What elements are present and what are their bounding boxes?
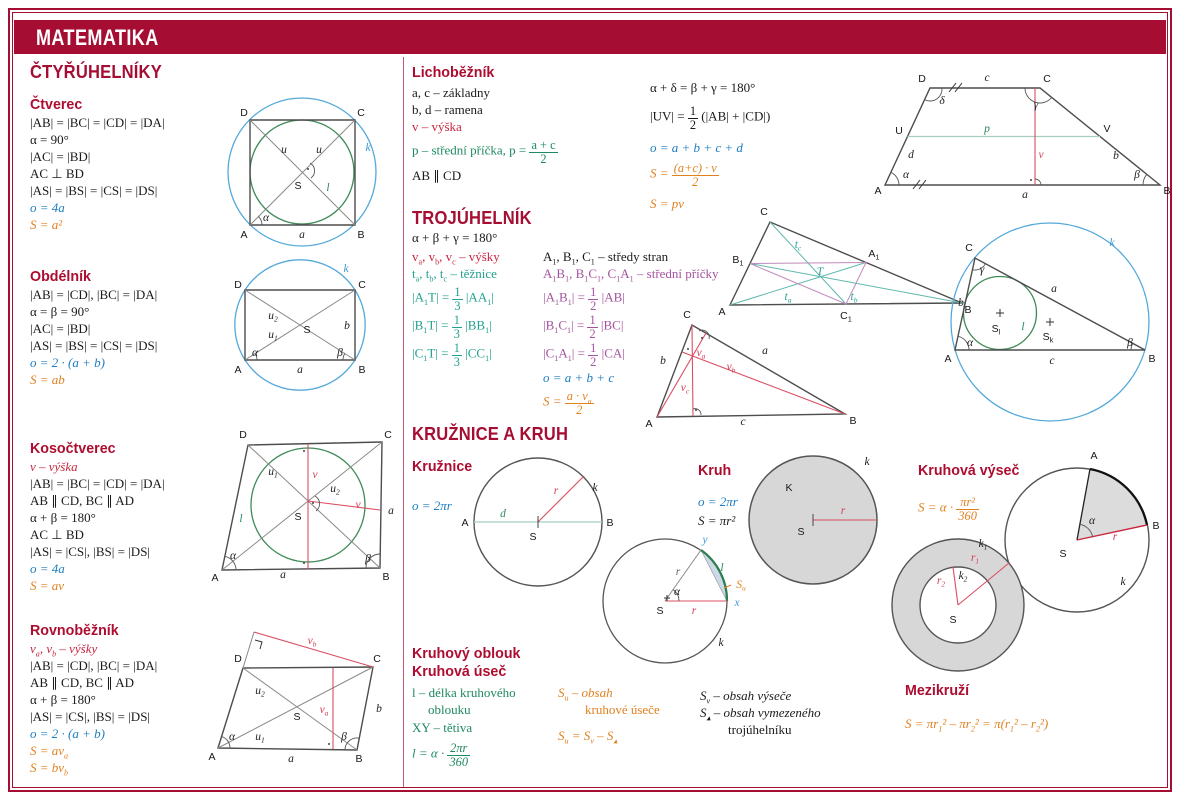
vertex-B: B	[358, 364, 366, 376]
label-alpha: α	[262, 212, 270, 224]
heading-ctverec: Čtverec	[30, 96, 83, 113]
troj-medians-def: $t_a$, $t_b$, $t_c$ – těžnice	[412, 266, 497, 284]
obdelnik-area: S = ab	[30, 372, 65, 387]
label-p: p	[984, 123, 990, 135]
label-U: U	[895, 125, 903, 137]
licho-perimeter: o = a + b + c + d	[650, 140, 743, 155]
label-a: a	[299, 229, 305, 241]
troj-heights-def: $v_a$, $v_b$, $v_c$ – výšky	[412, 249, 500, 267]
obdelnik-line-1: |AB| = |CD|, |BC| = |DA|	[30, 287, 158, 302]
label-a-bottom: a	[280, 569, 286, 581]
vertex-C: C	[683, 309, 691, 321]
diagram-ctverec	[220, 95, 380, 255]
label-b: b	[1113, 150, 1119, 162]
label-beta: β	[1134, 169, 1140, 181]
label-u2: $u_2$	[268, 310, 278, 324]
label-x: x	[734, 597, 740, 609]
vysec-note-3: trojúhelníku	[728, 722, 792, 737]
label-b: b	[376, 703, 382, 715]
vertex-A: A	[645, 418, 653, 430]
vertex-B: B	[357, 229, 365, 241]
label-u1: $u_1$	[268, 329, 278, 343]
label-k: k	[1109, 237, 1115, 249]
vertex-C: C	[357, 107, 365, 119]
vertex-A: A	[240, 229, 248, 241]
label-c: c	[740, 416, 746, 428]
mezikruzi-formula: $S = \pi r_1^2 - \pi r_2^2 = \pi(r_1^2 - r_2^2)$	[905, 716, 1049, 734]
rovnobeznik-height-def: $v_a$, $v_b$ – výšky	[30, 641, 98, 659]
label-k2: $k_2$	[958, 570, 968, 584]
label-r2: $r_2$	[936, 575, 946, 589]
label-a: a	[1022, 189, 1028, 201]
rovnobeznik-perimeter: o = 2 · (a + b)	[30, 726, 105, 741]
heading-kruhovy-oblouk: Kruhový oblouk	[412, 645, 521, 662]
vertex-D: D	[240, 107, 248, 119]
label-r-gray: r	[675, 566, 681, 578]
label-A1: $A_1$	[868, 248, 880, 262]
label-S: S	[294, 180, 302, 192]
diagram-usec	[593, 528, 753, 678]
label-r: r	[553, 485, 559, 497]
label-alpha: α	[1088, 515, 1096, 527]
vertex-A: A	[234, 364, 242, 376]
label-S: S	[797, 526, 805, 538]
label-k: k	[718, 637, 724, 649]
label-d: d	[500, 508, 506, 520]
label-r1: $r_1$	[970, 552, 980, 566]
label-ta: $t_a$	[784, 291, 792, 305]
licho-area-1: S = $\frac{(a+c) \cdot v}{2}$	[650, 161, 717, 189]
kruh-area: S = πr²	[698, 513, 736, 528]
troj-median-1: $|A_1T|$ = $\frac{1}{3}$ $|AA_1|$	[412, 285, 494, 313]
licho-median-def: p – střední příčka, p = $\frac{a + c}{2}$	[412, 138, 556, 166]
label-b: b	[344, 320, 350, 332]
label-B: B	[1152, 520, 1160, 532]
diagram-troj-heights	[643, 298, 863, 430]
vertex-A: A	[874, 185, 882, 197]
label-u2: u	[316, 144, 322, 156]
kosoctverec-line-4: AC ⊥ BD	[30, 527, 84, 542]
obdelnik-line-3: |AC| = |BD|	[30, 321, 91, 336]
label-l: l	[326, 182, 330, 194]
ctverec-line-5: |AS| = |BS| = |CS| = |DS|	[30, 183, 158, 198]
rovnobeznik-area-b: $S = bv_b$	[30, 760, 69, 778]
label-Su: $S_u$	[736, 579, 746, 593]
label-vb: $v_b$	[726, 361, 736, 375]
troj-perimeter: o = a + b + c	[543, 370, 615, 385]
label-alpha: α	[966, 337, 974, 349]
usec-shapes	[603, 539, 731, 663]
section-trojuhelnik: TROJÚHELNÍK	[412, 208, 532, 228]
kosoctverec-line-5: |AS| = |CS|, |BS| = |DS|	[30, 544, 151, 559]
vertex-B: B	[849, 415, 857, 427]
diagram-obdelnik	[225, 258, 400, 408]
label-beta: β	[1127, 337, 1133, 349]
rovnobeznik-line-2: AB ∥ CD, BC ∥ AD	[30, 675, 135, 690]
oblouk-length-formula: l = α · $\frac{2\pi r}{360}$	[412, 741, 468, 769]
label-a: a	[288, 753, 294, 765]
label-k: k	[365, 142, 371, 154]
label-k: k	[1120, 576, 1126, 588]
vysec-area: S = α · $\frac{\text{πr²}}{360}$	[918, 495, 977, 523]
vertex-A: A	[944, 353, 952, 365]
label-B1: $B_1$	[732, 254, 744, 268]
page-title: MATEMATIKA	[36, 25, 159, 50]
vertex-A: A	[208, 751, 216, 763]
troj-midlines-def: $A_1B_1$, $B_1C_1$, $C_1A_1$ – střední příčky	[543, 266, 719, 284]
kosoctverec-line-1: |AB| = |BC| = |CD| = |DA|	[30, 476, 165, 491]
label-v-vertical: v	[312, 469, 318, 481]
label-k: k	[343, 263, 349, 275]
vysec-note-1: $S_v$ – obsah výseče	[700, 688, 792, 706]
vertex-C: C	[965, 242, 973, 254]
rovnobeznik-line-1: |AB| = |CD|, |BC| = |DA|	[30, 658, 158, 673]
licho-line-2: b, d – ramena	[412, 102, 483, 117]
troj-midline-1: $|A_1B_1|$ = $\frac{1}{2}$ |AB|	[543, 285, 625, 313]
vertex-A: A	[718, 306, 726, 318]
rovnobeznik-line-4: |AS| = |CS|, |BS| = |DS|	[30, 709, 151, 724]
licho-line-1: a, c – základny	[412, 85, 490, 100]
troj-midline-2: $|B_1C_1|$ = $\frac{1}{2}$ |BC|	[543, 313, 624, 341]
label-V: V	[1103, 123, 1111, 135]
heading-kruznice: Kružnice	[412, 458, 473, 475]
vertex-B: B	[382, 571, 390, 583]
vertex-D: D	[234, 279, 242, 291]
kruznice-shapes	[474, 458, 602, 586]
label-Sk: $S_k$	[1042, 331, 1054, 345]
label-S: S	[656, 605, 664, 617]
section-kruznice-a-kruh: KRUŽNICE A KRUH	[412, 424, 569, 444]
kruh-perimeter: o = 2πr	[698, 494, 738, 509]
label-b: b	[958, 297, 964, 309]
label-u: u	[281, 144, 287, 156]
troj-midpoints-def: $A_1$, $B_1$, $C_1$ – středy stran	[543, 249, 669, 267]
label-l: l	[239, 513, 243, 525]
vertex-C: C	[760, 206, 768, 218]
kosoctverec-perimeter: o = 4a	[30, 561, 65, 576]
vertex-C: C	[1043, 73, 1051, 85]
segment-fill	[701, 550, 727, 601]
label-alpha: α	[228, 731, 236, 743]
label-alpha: α	[902, 169, 910, 181]
tetiva-def: XY – tětiva	[412, 720, 473, 735]
label-c: c	[984, 72, 990, 84]
label-A: A	[461, 517, 469, 529]
vertex-C: C	[373, 653, 381, 665]
label-u1: $u_1$	[255, 731, 265, 745]
vertex-D: D	[234, 653, 242, 665]
label-a: a	[762, 345, 768, 357]
label-gamma: γ	[979, 264, 985, 276]
licho-uv: |UV| = $\frac{1}{2}$ (|AB| + |CD|)	[650, 104, 771, 132]
kosoctverec-line-2: AB ∥ CD, BC ∥ AD	[30, 493, 135, 508]
vertex-C: C	[358, 279, 366, 291]
label-vb: $v_b$	[307, 635, 317, 649]
vertex-B: B	[1163, 185, 1171, 197]
label-u2: $u_2$	[330, 483, 340, 497]
troj-angle-sum: α + β + γ = 180°	[412, 230, 498, 245]
licho-height-def: v – výška	[412, 119, 462, 134]
ctverec-line-4: AC ⊥ BD	[30, 166, 84, 181]
label-k1: $k_1$	[978, 538, 988, 552]
troj-midline-3: $|C_1A_1|$ = $\frac{1}{2}$ |CA|	[543, 341, 625, 369]
label-beta: β	[337, 347, 343, 359]
label-l: l	[1021, 321, 1025, 333]
rovnobeznik-line-3: α + β = 180°	[30, 692, 96, 707]
heading-mezikruzi: Mezikruží	[905, 682, 970, 699]
label-vc: $v_c$	[680, 382, 690, 396]
label-beta: β	[341, 731, 347, 743]
heading-kruh: Kruh	[698, 462, 732, 479]
mezikruzi-shapes	[892, 539, 1024, 671]
kosoctverec-area: S = av	[30, 578, 65, 593]
ctverec-line-1: |AB| = |BC| = |CD| = |DA|	[30, 115, 165, 130]
label-d: d	[908, 149, 914, 161]
rovnobeznik-area-a: $S = av_a$	[30, 743, 69, 761]
label-T: T	[816, 266, 824, 278]
ctverec-shapes	[228, 98, 376, 246]
vertex-B: B	[1148, 353, 1156, 365]
heading-lichobeznik: Lichoběžník	[412, 64, 495, 81]
label-r-red: r	[691, 605, 697, 617]
label-S: S	[1059, 548, 1067, 560]
label-K: K	[785, 482, 793, 494]
heading-obdelnik: Obdélník	[30, 268, 91, 285]
rovnobeznik-shapes	[218, 632, 373, 750]
usec-def-2: kruhové úseče	[585, 702, 660, 717]
vertex-C: C	[384, 429, 392, 441]
licho-area-2: S = pv	[650, 196, 685, 211]
diagram-kruh	[743, 443, 893, 593]
oblouk-def-1: l – délka kruhového	[412, 685, 516, 700]
label-tb: $t_b$	[850, 291, 858, 305]
heading-rovnobeznik: Rovnoběžník	[30, 622, 119, 639]
label-alpha: α	[251, 347, 259, 359]
ctverec-perimeter: o = 4a	[30, 200, 65, 215]
label-S: S	[949, 614, 957, 626]
label-Sl: $S_l$	[991, 323, 1001, 337]
label-r: r	[1112, 531, 1118, 543]
vertex-D: D	[239, 429, 247, 441]
label-C1: $C_1$	[840, 310, 852, 324]
label-r: r	[840, 505, 846, 517]
section-ctyruhelniky: ČTYŘÚHELNÍKY	[30, 62, 162, 82]
troj-median-3: $|C_1T|$ = $\frac{1}{3}$ $|CC_1|$	[412, 341, 492, 369]
label-a: a	[1051, 283, 1057, 295]
label-beta: β	[365, 553, 371, 565]
label-l: l	[720, 562, 724, 574]
label-va: $v_a$	[319, 704, 329, 718]
heading-kruhova-usec: Kruhová úseč	[412, 663, 507, 680]
kruh-shapes	[749, 456, 877, 584]
label-tc: $t_c$	[794, 239, 802, 253]
lichobeznik-shapes	[885, 83, 1160, 189]
vertex-A: A	[211, 572, 219, 584]
vertex-B: B	[355, 753, 363, 765]
label-b: b	[660, 355, 666, 367]
label-delta: δ	[939, 95, 945, 107]
troj-circles-shapes	[951, 223, 1149, 421]
kruznice-perimeter: o = 2πr	[412, 498, 452, 513]
vysec-note-2: $S_▴$ – obsah vymezeného	[700, 705, 821, 723]
label-S: S	[294, 511, 302, 523]
label-u1: $u_1$	[268, 466, 278, 480]
diagram-troj-circles	[928, 210, 1178, 425]
obdelnik-perimeter: o = 2 · (a + b)	[30, 355, 105, 370]
label-v: v	[1038, 149, 1044, 161]
ctverec-area: S = a²	[30, 217, 63, 232]
obdelnik-line-2: α = β = 90°	[30, 304, 90, 319]
kosoctverec-height-def: v – výška	[30, 459, 78, 474]
label-v-side: v	[355, 499, 361, 511]
heights-shapes	[657, 325, 845, 417]
label-S: S	[529, 531, 537, 543]
troj-median-2: $|B_1T|$ = $\frac{1}{3}$ $|BB_1|$	[412, 313, 492, 341]
heading-kosoctverec: Kosočtverec	[30, 440, 116, 457]
usec-formula: $S_u = S_v - S_▴$	[558, 728, 618, 746]
kosoctverec-line-3: α + β = 180°	[30, 510, 96, 525]
diagram-kosoctverec	[207, 426, 402, 584]
diagram-rovnobeznik	[205, 618, 405, 768]
label-gamma: γ	[1033, 99, 1039, 111]
label-u2: $u_2$	[255, 685, 265, 699]
ctverec-line-3: |AC| = |BD|	[30, 149, 91, 164]
vertex-D: D	[918, 73, 926, 85]
label-k: k	[864, 456, 870, 468]
ctverec-line-2: α = 90°	[30, 132, 69, 147]
diagram-mezikruzi	[883, 533, 1038, 683]
label-a: a	[297, 364, 303, 376]
label-S: S	[293, 711, 301, 723]
heading-kruhova-vysec: Kruhová výseč	[918, 462, 1020, 479]
licho-angles: α + δ = β + γ = 180°	[650, 80, 756, 95]
label-A: A	[1090, 450, 1098, 462]
label-va: $v_a$	[696, 347, 706, 361]
usec-def-1: $S_u$ – obsah	[558, 685, 613, 703]
label-k: k	[592, 482, 598, 494]
oblouk-def-2: oblouku	[428, 702, 471, 717]
label-alpha: α	[673, 586, 681, 598]
troj-area: S = $\frac{a \cdot v_a}{2}$	[543, 389, 592, 417]
vertex-B: B	[964, 304, 972, 316]
diagram-lichobeznik	[875, 60, 1170, 205]
obdelnik-line-4: |AS| = |BS| = |CS| = |DS|	[30, 338, 158, 353]
label-c: c	[1049, 355, 1055, 367]
licho-line-3: AB ∥ CD	[412, 168, 462, 183]
label-B: B	[606, 517, 614, 529]
label-S: S	[303, 324, 311, 336]
header-band	[14, 20, 1166, 54]
label-y: y	[702, 534, 708, 546]
label-alpha: α	[229, 550, 237, 562]
label-a-side: a	[388, 505, 394, 517]
